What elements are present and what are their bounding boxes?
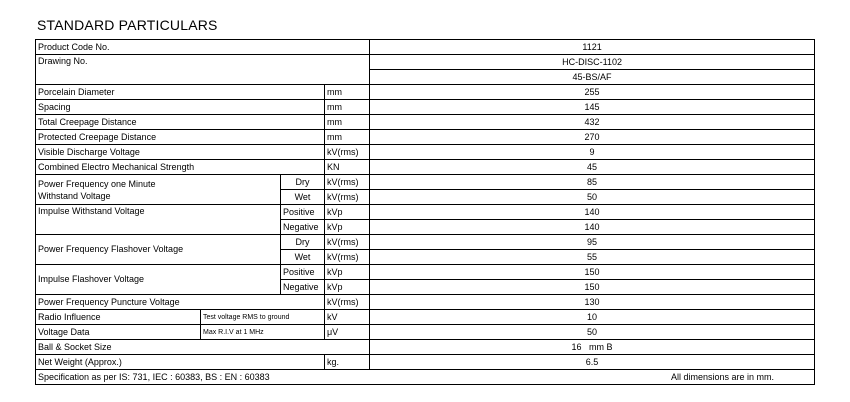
table-row xyxy=(36,355,815,370)
combined-strength-value: 45 xyxy=(370,160,815,175)
combined-strength-unit: KN xyxy=(325,160,370,175)
impulse-flashover-positive-value: 150 xyxy=(370,265,815,280)
protected-creepage-label: Protected Creepage Distance xyxy=(36,130,325,145)
table-row xyxy=(36,160,815,175)
protected-creepage-unit: mm xyxy=(325,130,370,145)
net-weight-value: 6.5 xyxy=(370,355,815,370)
net-weight-unit: kg. xyxy=(325,355,370,370)
pf-flashover-wet-value: 55 xyxy=(370,250,815,265)
pf-puncture-unit: kV(rms) xyxy=(325,295,370,310)
impulse-flashover-negative-unit: kVp xyxy=(325,280,370,295)
table-row xyxy=(36,40,815,55)
total-creepage-unit: mm xyxy=(325,115,370,130)
page-title: STANDARD PARTICULARS xyxy=(37,17,218,33)
pf-puncture-value: 130 xyxy=(370,295,815,310)
radio-max-riv: Max R.I.V at 1 MHz xyxy=(201,325,325,340)
drawing-value-2: 45-BS/AF xyxy=(370,70,815,85)
table-row xyxy=(36,145,815,160)
specification-text: Specification as per IS: 731, IEC : 60383, BS : EN : 60383 xyxy=(38,371,270,382)
table-row xyxy=(36,55,815,70)
radio-influence-label: Radio Influence xyxy=(36,310,201,325)
pf-withstand-label-line1: Power Frequency one Minute xyxy=(38,178,156,189)
spacing-value: 145 xyxy=(370,100,815,115)
impulse-flashover-label: Impulse Flashover Voltage xyxy=(36,265,281,295)
pf-flashover-label: Power Frequency Flashover Voltage xyxy=(36,235,281,265)
combined-strength-label: Combined Electro Mechanical Strength xyxy=(36,160,325,175)
impulse-withstand-negative: Negative xyxy=(281,220,325,235)
table-row xyxy=(36,325,815,340)
pf-flashover-dry-unit: kV(rms) xyxy=(325,235,370,250)
impulse-withstand-negative-value: 140 xyxy=(370,220,815,235)
radio-test-voltage-value: 10 xyxy=(370,310,815,325)
radio-test-voltage: Test voltage RMS to ground xyxy=(201,310,325,325)
table-row xyxy=(36,175,815,190)
visible-discharge-value: 9 xyxy=(370,145,815,160)
pf-withstand-dry-unit: kV(rms) xyxy=(325,175,370,190)
footer-row xyxy=(36,370,815,385)
pf-flashover-dry-value: 95 xyxy=(370,235,815,250)
visible-discharge-label: Visible Discharge Voltage xyxy=(36,145,325,160)
ball-socket-label: Ball & Socket Size xyxy=(36,340,370,355)
table-row xyxy=(36,295,815,310)
voltage-data-label: Voltage Data xyxy=(36,325,201,340)
porcelain-value: 255 xyxy=(370,85,815,100)
impulse-withstand-positive: Positive xyxy=(281,205,325,220)
table-row xyxy=(36,235,815,250)
porcelain-unit: mm xyxy=(325,85,370,100)
impulse-flashover-negative: Negative xyxy=(281,280,325,295)
impulse-flashover-negative-value: 150 xyxy=(370,280,815,295)
pf-withstand-wet: Wet xyxy=(281,190,325,205)
porcelain-label: Porcelain Diameter xyxy=(36,85,325,100)
radio-test-voltage-unit: kV xyxy=(325,310,370,325)
visible-discharge-unit: kV(rms) xyxy=(325,145,370,160)
pf-withstand-wet-value: 50 xyxy=(370,190,815,205)
table-row xyxy=(36,85,815,100)
standard-particulars-table xyxy=(35,39,815,385)
impulse-withstand-label: Impulse Withstand Voltage xyxy=(36,205,281,235)
pf-withstand-label-line2: Withstand Voltage xyxy=(38,190,111,201)
pf-flashover-wet: Wet xyxy=(281,250,325,265)
pf-withstand-wet-unit: kV(rms) xyxy=(325,190,370,205)
table-row xyxy=(36,130,815,145)
net-weight-label: Net Weight (Approx.) xyxy=(36,355,325,370)
table-row xyxy=(36,115,815,130)
radio-max-riv-unit: μV xyxy=(325,325,370,340)
ball-socket-value: 16 mm B xyxy=(370,340,815,355)
impulse-flashover-positive-unit: kVp xyxy=(325,265,370,280)
pf-withstand-dry: Dry xyxy=(281,175,325,190)
pf-withstand-label xyxy=(36,175,281,205)
impulse-withstand-positive-value: 140 xyxy=(370,205,815,220)
impulse-withstand-positive-unit: kVp xyxy=(325,205,370,220)
impulse-flashover-positive: Positive xyxy=(281,265,325,280)
table-row xyxy=(36,265,815,280)
pf-withstand-dry-value: 85 xyxy=(370,175,815,190)
drawing-label: Drawing No. xyxy=(36,55,370,85)
drawing-value-1: HC-DISC-1102 xyxy=(370,55,815,70)
protected-creepage-value: 270 xyxy=(370,130,815,145)
pf-flashover-wet-unit: kV(rms) xyxy=(325,250,370,265)
impulse-withstand-negative-unit: kVp xyxy=(325,220,370,235)
dimensions-note: All dimensions are in mm. xyxy=(671,371,775,382)
total-creepage-value: 432 xyxy=(370,115,815,130)
table-row xyxy=(36,205,815,220)
pf-flashover-dry: Dry xyxy=(281,235,325,250)
product-code-label: Product Code No. xyxy=(36,40,370,55)
total-creepage-label: Total Creepage Distance xyxy=(36,115,325,130)
table-row xyxy=(36,370,815,385)
spacing-unit: mm xyxy=(325,100,370,115)
spacing-label: Spacing xyxy=(36,100,325,115)
table-row xyxy=(36,310,815,325)
product-code-value: 1121 xyxy=(370,40,815,55)
radio-max-riv-value: 50 xyxy=(370,325,815,340)
table-row xyxy=(36,340,815,355)
pf-puncture-label: Power Frequency Puncture Voltage xyxy=(36,295,325,310)
table-row xyxy=(36,100,815,115)
